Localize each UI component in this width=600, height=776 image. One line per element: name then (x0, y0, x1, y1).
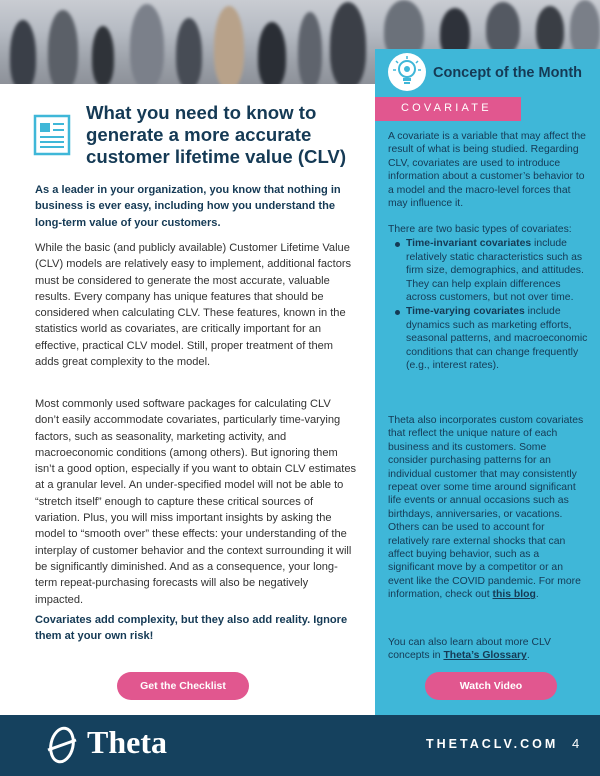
types-list (388, 237, 588, 372)
closing-statement: Covariates add complexity, but they also add reality. Ignore them at your own risk! (35, 614, 348, 643)
list-item (388, 305, 588, 372)
glossary-paragraph (388, 636, 588, 663)
theta-para-text: Theta also incorporates custom covariates that reflect the unique nature of each business and its customers. Some consider purchasing patterns for an individual customer that may consistently repeat over some time around significant life events or annual occasions such as birthdays, anniversaries, or vacations. Others can be used to account for relatively rare external shocks that can affect buying behavior, such as a significant move by a competitor or an event like the COVID pandemic. For more information, check out (388, 415, 584, 601)
page-number: 4 (572, 736, 580, 751)
lightbulb-gear-icon (388, 53, 426, 91)
theta-logo-icon (44, 724, 80, 766)
glossary-link[interactable]: Theta’s Glossary (443, 650, 527, 662)
type-name: Time-invariant covariates (406, 238, 532, 250)
site-url[interactable]: THETACLV.COM (426, 737, 559, 751)
watch-video-button[interactable]: Watch Video (425, 672, 557, 700)
get-checklist-button[interactable]: Get the Checklist (117, 672, 249, 700)
period: . (535, 589, 539, 601)
blog-link[interactable]: this blog (492, 589, 536, 601)
types-intro: There are two basic types of covariates: (388, 224, 572, 235)
concept-heading: Concept of the Month (433, 65, 583, 81)
body-paragraph-1: While the basic (and publicly available) Customer Lifetime Value (CLV) models are relatively easy to implement, additional factors must be considered to generate the most accurate, valuable results. Every company has unique features that should be considered when calculating CLV. These features, known in the statistics world as covariates, are critically important for an effective, practical CLV model. Still, proper treatment of them adds great complexity to the model. (35, 242, 352, 369)
lead-paragraph: As a leader in your organization, you know that nothing in business is ever easy, including how you understand the long-term value of your customers. (35, 184, 341, 229)
covariate-types (388, 223, 588, 373)
theta-covariates-paragraph (388, 414, 588, 602)
list-item (388, 237, 588, 304)
brand-name: Theta (87, 724, 167, 760)
type-name: Time-varying covariates (406, 306, 525, 318)
covariate-banner: COVARIATE (375, 97, 521, 121)
type-desc: include relatively static characteristics such as firm size, demographics, and attitudes. They can help explain differences across customers, but not over time. (406, 238, 584, 304)
covariate-definition: A covariate is a variable that may affect the result of what is being studied. Regarding CLV, covariates are used to introduce information about a customer’s behavior to a model and the macro-level forces that may influence it. (388, 131, 586, 210)
document-icon (33, 114, 71, 156)
glossary-suffix: . (526, 650, 530, 662)
body-paragraph-2: Most commonly used software packages for calculating CLV don’t easily accommodate covariates, particularly time-varying factors, such as seasonality, marketing activity, and macroeconomic conditions (among others). But ignoring them isn’t a good option, especially if you want to obtain CLV estimates at a granular level. An under-specified model will not be able to “stretch itself” enough to capture these critical sources of variation. Plus, you will miss important insights by asking the model to “smooth over” these effects: your understanding of the interplay of customer behavior and the context surrounding it will be significantly diminished. And as a consequence, your long-term repeat-purchasing forecasts will also be negatively impacted. (35, 398, 357, 606)
glossary-prefix: You can also learn about more CLV concepts in (388, 637, 551, 662)
page-title: What you need to know to generate a more accurate customer lifetime value (CLV) (86, 102, 347, 167)
type-desc: include dynamics such as marketing efforts, seasonal patterns, and macroeconomic conditions that can change frequently (e.g., interest rates). (406, 306, 588, 372)
